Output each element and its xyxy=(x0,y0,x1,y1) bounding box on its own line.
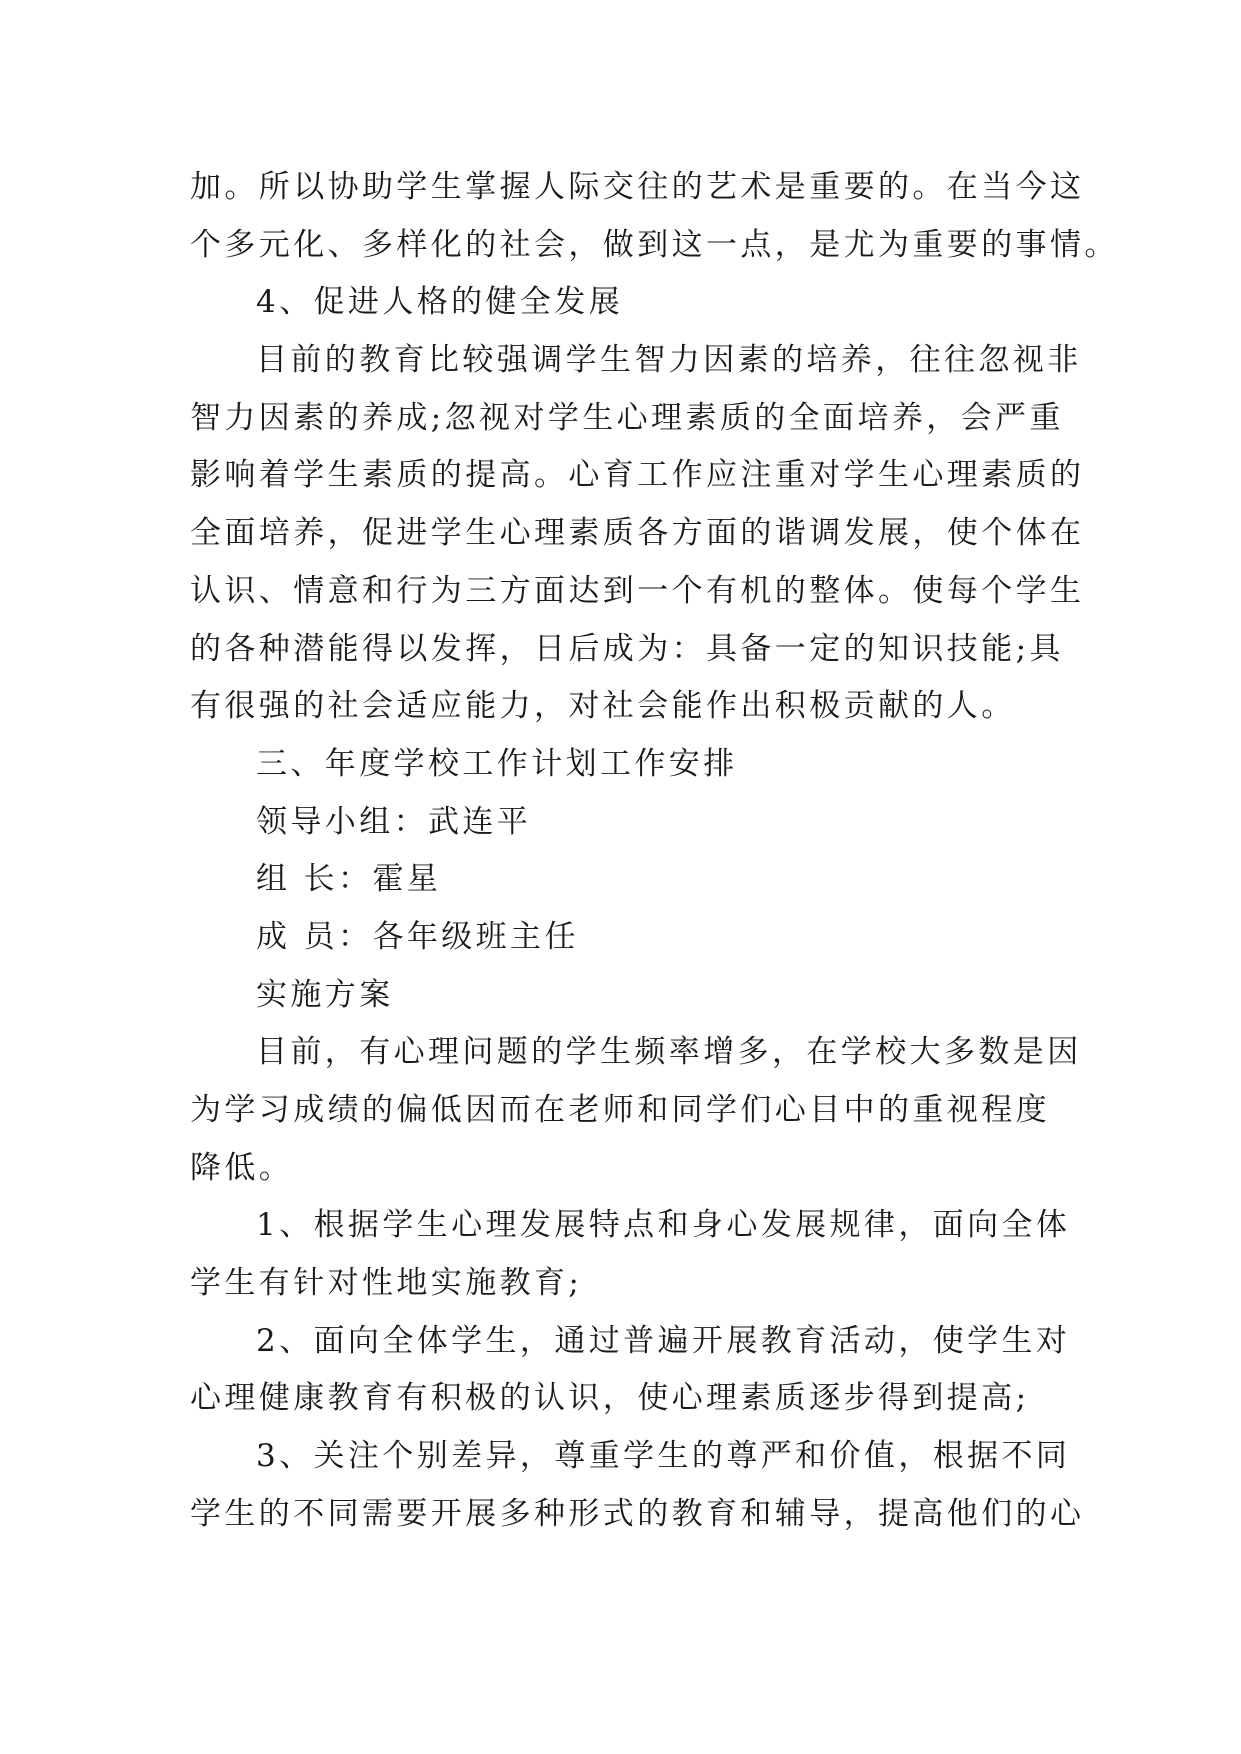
text-line: 领导小组：武连平 xyxy=(256,803,532,840)
text-line: 三、年度学校工作计划工作安排 xyxy=(256,745,738,782)
text-line: 学生的不同需要开展多种形式的教育和辅导，提高他们的心 xyxy=(190,1495,1085,1532)
text-line: 认识、情意和行为三方面达到一个有机的整体。使每个学生 xyxy=(190,572,1085,609)
text-line: 实施方案 xyxy=(256,976,394,1013)
text-line: 的各种潜能得以发挥，日后成为：具备一定的知识技能;具 xyxy=(190,630,1064,667)
text-line: 加。所以协助学生掌握人际交往的艺术是重要的。在当今这 xyxy=(190,169,1085,205)
text-line: 1、根据学生心理发展特点和身心发展规律，面向全体 xyxy=(256,1207,1071,1244)
text-line: 目前，有心理问题的学生频率增多，在学校大多数是因 xyxy=(256,1034,1082,1071)
text-line: 智力因素的养成;忽视对学生心理素质的全面培养，会严重 xyxy=(190,399,1064,436)
text-line: 4、促进人格的健全发展 xyxy=(256,284,624,321)
text-line: 心理健康教育有积极的认识，使心理素质逐步得到提高; xyxy=(190,1380,1030,1417)
text-line: 2、面向全体学生，通过普遍开展教育活动，使学生对 xyxy=(256,1322,1071,1359)
text-line: 影响着学生素质的提高。心育工作应注重对学生心理素质的 xyxy=(190,457,1085,494)
text-line: 降低。 xyxy=(190,1149,294,1186)
text-line: 全面培养，促进学生心理素质各方面的谐调发展，使个体在 xyxy=(190,515,1085,552)
text-line: 3、关注个别差异，尊重学生的尊严和价值，根据不同 xyxy=(256,1438,1071,1475)
text-line: 有很强的社会适应能力，对社会能作出积极贡献的人。 xyxy=(190,688,1016,725)
text-line: 为学习成绩的偏低因而在老师和同学们心目中的重视程度 xyxy=(190,1092,1050,1128)
text-line: 个多元化、多样化的社会，做到这一点，是尤为重要的事情。 xyxy=(190,226,1119,263)
text-line: 学生有针对性地实施教育; xyxy=(190,1265,583,1302)
document-body xyxy=(190,159,1119,1544)
text-line: 目前的教育比较强调学生智力因素的培养，往往忽视非 xyxy=(256,342,1082,379)
text-line: 组 长：霍星 xyxy=(256,861,442,898)
text-line: 成 员：各年级班主任 xyxy=(256,918,579,955)
